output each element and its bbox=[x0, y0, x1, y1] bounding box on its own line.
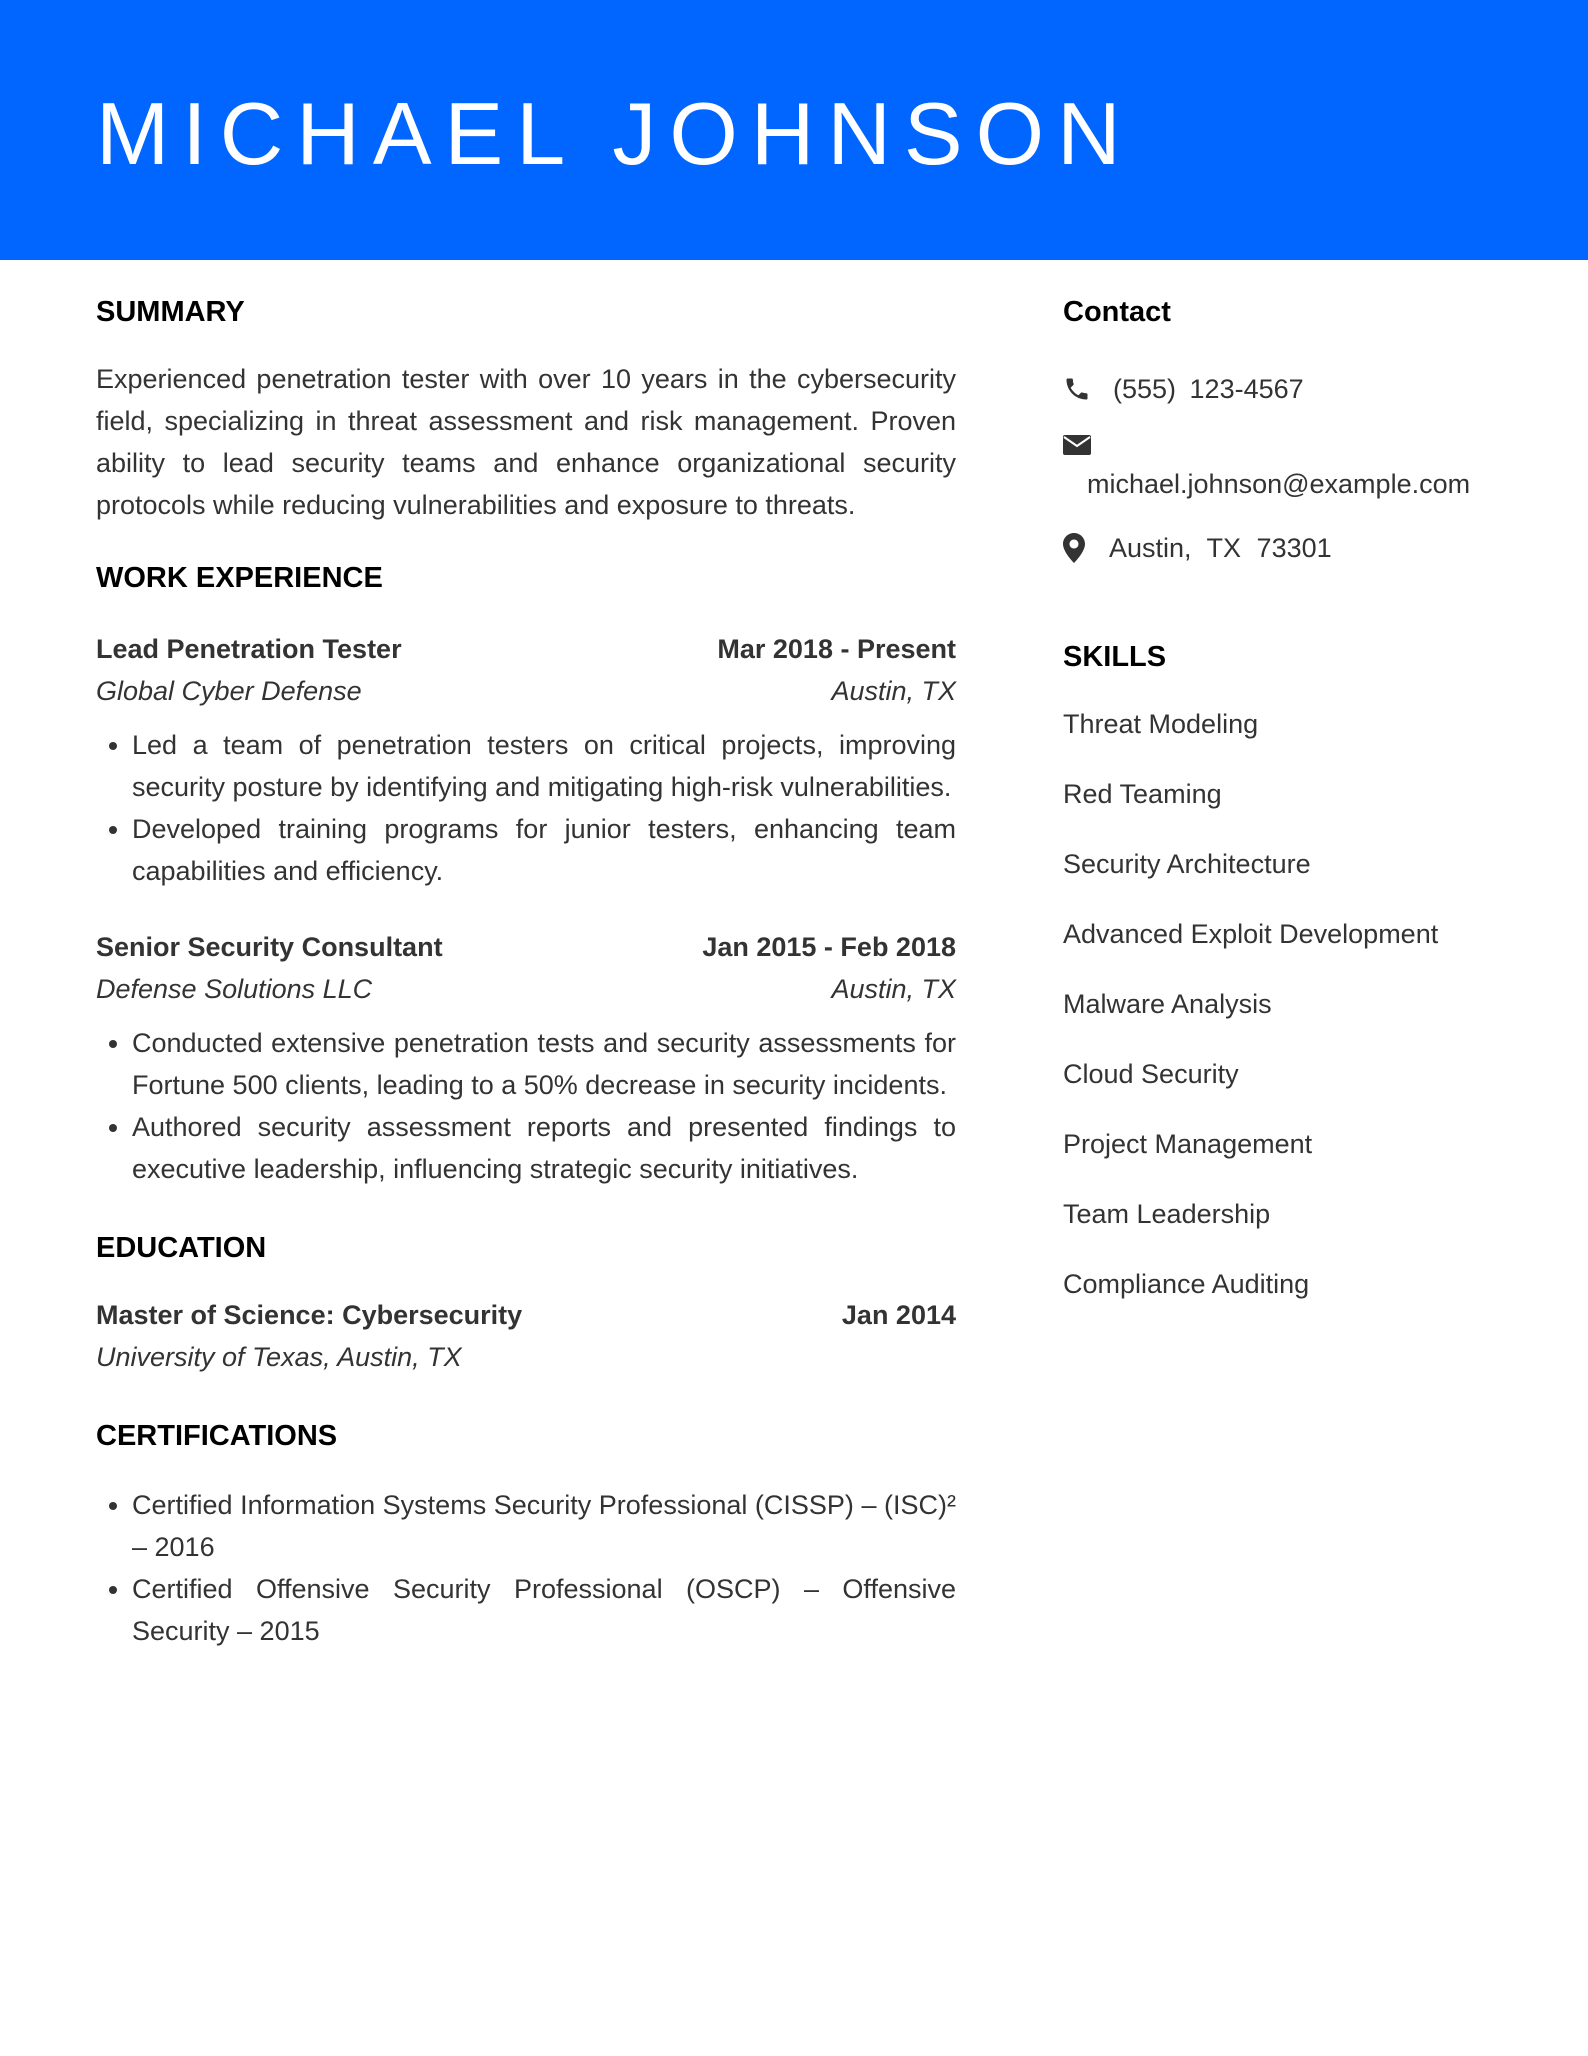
job-role: Lead Penetration Tester bbox=[96, 634, 402, 664]
certification-item: • Certified Information Systems Security Professional (CISSP) – (ISC)² – 2016 bbox=[132, 1484, 956, 1568]
skills-list bbox=[1063, 703, 1523, 1305]
skill-item: Security Architecture bbox=[1063, 849, 1311, 879]
job-company: Defense Solutions LLC bbox=[96, 974, 373, 1004]
contact-email bbox=[1063, 434, 1523, 505]
skill-item: Red Teaming bbox=[1063, 779, 1222, 809]
summary-heading: SUMMARY bbox=[96, 296, 245, 328]
contact-phone bbox=[1063, 368, 1523, 410]
skill-item: Malware Analysis bbox=[1063, 989, 1272, 1019]
skill-item: Cloud Security bbox=[1063, 1059, 1239, 1089]
skill-item: Compliance Auditing bbox=[1063, 1269, 1310, 1299]
contact-location bbox=[1063, 527, 1523, 569]
skill-item: Advanced Exploit Development bbox=[1063, 919, 1439, 949]
job-entry bbox=[96, 926, 956, 1190]
education-heading: EDUCATION bbox=[96, 1232, 267, 1264]
job-location: Austin, TX bbox=[831, 974, 956, 1004]
sidebar bbox=[1063, 292, 1523, 1333]
certifications-heading: CERTIFICATIONS bbox=[96, 1420, 338, 1452]
map-marker-icon bbox=[1063, 533, 1093, 563]
degree: Master of Science: Cybersecurity bbox=[96, 1300, 523, 1330]
location-text: Austin, TX 73301 bbox=[1109, 533, 1332, 563]
job-bullet-list bbox=[96, 1022, 956, 1190]
candidate-name: MICHAEL JOHNSON bbox=[96, 84, 1134, 183]
email-address: michael.johnson@example.com bbox=[1087, 469, 1471, 499]
envelope-icon bbox=[1063, 434, 1093, 456]
header-banner bbox=[0, 0, 1588, 260]
job-dates: Mar 2018 - Present bbox=[717, 634, 956, 664]
school: University of Texas, Austin, TX bbox=[96, 1342, 462, 1372]
job-bullet: • Conducted extensive penetration tests and security assessments for Fortune 500 clients, leading to a 50% decrease in security incidents. bbox=[132, 1022, 956, 1106]
job-bullet: • Authored security assessment reports and presented findings to executive leadership, influencing strategic security initiatives. bbox=[132, 1106, 956, 1190]
job-role: Senior Security Consultant bbox=[96, 932, 443, 962]
job-bullet-list bbox=[96, 724, 956, 892]
job-dates: Jan 2015 - Feb 2018 bbox=[702, 932, 956, 962]
job-bullet: • Developed training programs for junior testers, enhancing team capabilities and efficiency. bbox=[132, 808, 956, 892]
graduation-date: Jan 2014 bbox=[841, 1300, 956, 1330]
main-column bbox=[96, 292, 956, 1652]
skill-item: Project Management bbox=[1063, 1129, 1313, 1159]
summary-text: Experienced penetration tester with over 10 years in the cybersecurity field, specializing in threat assessment and risk management. Proven ability to lead security teams and enhance organizational security protocols while reducing vulnerabilities and exposure to threats. bbox=[96, 364, 956, 520]
job-entry bbox=[96, 628, 956, 892]
work-experience-heading: WORK EXPERIENCE bbox=[96, 562, 383, 594]
job-bullet: • Led a team of penetration testers on critical projects, improving security posture by identifying and mitigating high-risk vulnerabilities. bbox=[132, 724, 956, 808]
skills-heading: SKILLS bbox=[1063, 641, 1167, 673]
skill-item: Team Leadership bbox=[1063, 1199, 1271, 1229]
skill-item: Threat Modeling bbox=[1063, 709, 1259, 739]
job-location: Austin, TX bbox=[831, 676, 956, 706]
phone-number: (555) 123-4567 bbox=[1113, 374, 1304, 404]
certifications-list bbox=[96, 1484, 956, 1652]
certification-item: • Certified Offensive Security Professional (OSCP) – Offensive Security – 2015 bbox=[132, 1568, 956, 1652]
contact-heading: Contact bbox=[1063, 296, 1171, 328]
education-entry bbox=[96, 1294, 956, 1378]
job-company: Global Cyber Defense bbox=[96, 676, 362, 706]
phone-icon bbox=[1063, 375, 1093, 403]
